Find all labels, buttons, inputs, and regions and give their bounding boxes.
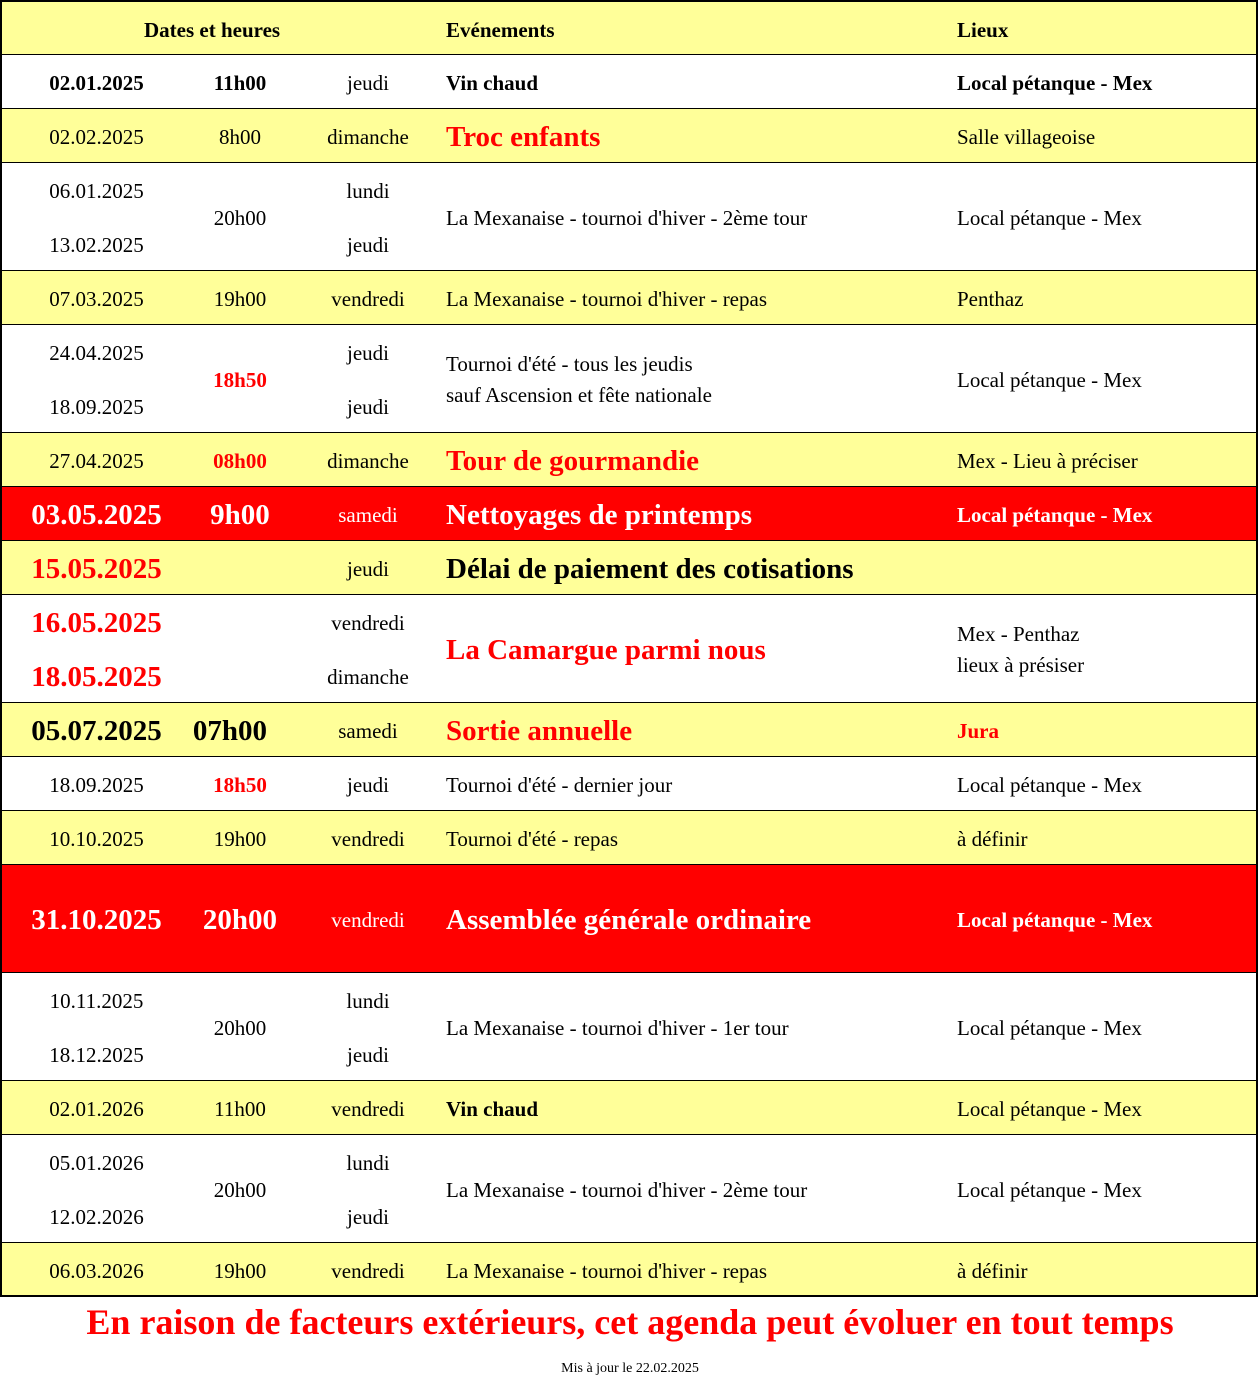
header-places: Lieux [957,18,1009,42]
event-day-end: jeudi [347,1043,389,1067]
event-time: 11h00 [213,71,267,95]
table-row [0,540,1258,594]
event-day: dimanche [327,125,409,149]
event-day-start: vendredi [331,611,405,635]
table-row [0,162,1258,270]
event-day: vendredi [331,1097,405,1121]
event-date: 03.05.2025 [31,499,162,531]
event-place: Mex - Lieu à préciser [957,449,1138,473]
event-date-end: 18.05.2025 [31,661,162,693]
event-time: 20h00 [213,206,267,230]
event-day-start: lundi [346,179,390,203]
event-time: 20h00 [213,1178,267,1202]
event-day: vendredi [331,827,405,851]
event-place: à définir [957,1259,1028,1283]
event-place: Local pétanque - Mex [957,908,1153,932]
event-title: Sortie annuelle [446,715,633,747]
event-time: 08h00 [213,449,267,473]
event-day: dimanche [327,449,409,473]
event-title: Vin chaud [446,1097,539,1121]
table-row-highlight [0,486,1258,540]
event-day: jeudi [347,71,389,95]
event-date-start: 10.11.2025 [49,989,144,1013]
event-time: 19h00 [213,1259,267,1283]
table-row [0,1080,1258,1134]
event-date: 05.07.2025 [31,715,162,747]
disclaimer-notice: En raison de facteurs extérieurs, cet agenda peut évoluer en tout temps [86,1302,1174,1342]
event-day: vendredi [331,908,405,932]
event-title: La Mexanaise - tournoi d'hiver - 1er tour [446,1016,789,1040]
event-day: vendredi [331,287,405,311]
event-title: Tour de gourmandie [446,445,699,477]
event-place: Local pétanque - Mex [957,1097,1142,1121]
event-title: Vin chaud [446,71,539,95]
event-time: 19h00 [213,827,267,851]
event-date-end: 18.12.2025 [49,1043,144,1067]
table-row [0,810,1258,864]
table-row [0,1134,1258,1242]
table-row [0,432,1258,486]
header-events: Evénements [446,18,555,42]
event-day: jeudi [347,773,389,797]
event-place: Penthaz [957,287,1024,311]
event-date: 15.05.2025 [31,553,162,585]
event-place: Local pétanque - Mex [957,1016,1142,1040]
header-dates: Dates et heures [144,18,281,42]
event-place: Local pétanque - Mex [957,206,1142,230]
event-date: 27.04.2025 [49,449,144,473]
event-place: Local pétanque - Mex [957,368,1142,392]
table-row [0,972,1258,1080]
event-title: La Mexanaise - tournoi d'hiver - repas [446,1259,767,1283]
event-day-end: dimanche [327,665,409,689]
event-date: 10.10.2025 [49,827,144,851]
event-day-start: jeudi [347,341,389,365]
event-day: samedi [338,503,398,527]
table-row [0,54,1258,108]
event-time: 20h00 [202,904,278,936]
event-time: 18h50 [213,773,267,797]
event-title: Assemblée générale ordinaire [446,904,812,936]
event-date: 02.01.2026 [49,1097,144,1121]
table-row [0,1242,1258,1297]
event-place: Local pétanque - Mex [957,71,1153,95]
event-title: La Camargue parmi nous [446,634,766,666]
event-place: à définir [957,827,1028,851]
event-time: 20h00 [213,1016,267,1040]
event-date: 07.03.2025 [49,287,144,311]
table-row [0,594,1258,702]
event-time: 07h00 [192,715,268,747]
event-date-start: 05.01.2026 [49,1151,144,1175]
event-day-end: jeudi [347,395,389,419]
event-title: Tournoi d'été - dernier jour [446,773,673,797]
event-title: Troc enfants [446,121,601,153]
table-row [0,108,1258,162]
event-place: Jura [957,719,999,743]
event-time: 19h00 [213,287,267,311]
last-updated: Mis à jour le 22.02.2025 [561,1361,699,1376]
event-day-start: lundi [346,989,390,1013]
event-date: 31.10.2025 [31,904,162,936]
event-place: Salle villageoise [957,125,1096,149]
event-place: Local pétanque - Mex [957,1178,1142,1202]
event-date-end: 12.02.2026 [49,1205,144,1229]
event-date: 02.02.2025 [49,125,144,149]
event-title: Tournoi d'été - tous les jeudis [446,352,693,376]
event-day-end: jeudi [347,233,389,257]
event-place: Mex - Penthaz [957,622,1080,646]
event-date: 06.03.2026 [49,1259,144,1283]
event-date-end: 13.02.2025 [49,233,144,257]
event-place: Local pétanque - Mex [957,503,1153,527]
event-date-end: 18.09.2025 [49,395,144,419]
event-time: 11h00 [214,1097,266,1121]
event-day-start: lundi [346,1151,390,1175]
table-row [0,324,1258,432]
table-row [0,756,1258,810]
event-date-start: 24.04.2025 [49,341,144,365]
table-row-highlight [0,864,1258,972]
event-title: Nettoyages de printemps [446,499,753,531]
event-place: Local pétanque - Mex [957,773,1142,797]
event-title: La Mexanaise - tournoi d'hiver - repas [446,287,767,311]
event-subtitle: sauf Ascension et fête nationale [446,383,712,407]
event-time: 9h00 [210,499,270,531]
event-day-end: jeudi [347,1205,389,1229]
table-row [0,270,1258,324]
event-day: jeudi [347,557,389,581]
event-time: 18h50 [213,368,267,392]
event-title: La Mexanaise - tournoi d'hiver - 2ème tour [446,206,808,230]
event-title: La Mexanaise - tournoi d'hiver - 2ème tour [446,1178,808,1202]
event-date: 18.09.2025 [49,773,144,797]
event-title: Tournoi d'été - repas [446,827,618,851]
event-time: 8h00 [219,125,261,149]
event-day: vendredi [331,1259,405,1283]
event-place-detail: lieux à présiser [957,653,1085,677]
event-title: Délai de paiement des cotisations [446,553,854,585]
table-header [0,0,1258,54]
event-day: samedi [338,719,398,743]
table-row [0,702,1258,756]
event-date: 02.01.2025 [49,71,144,95]
event-date-start: 16.05.2025 [31,607,162,639]
event-date-start: 06.01.2025 [49,179,144,203]
